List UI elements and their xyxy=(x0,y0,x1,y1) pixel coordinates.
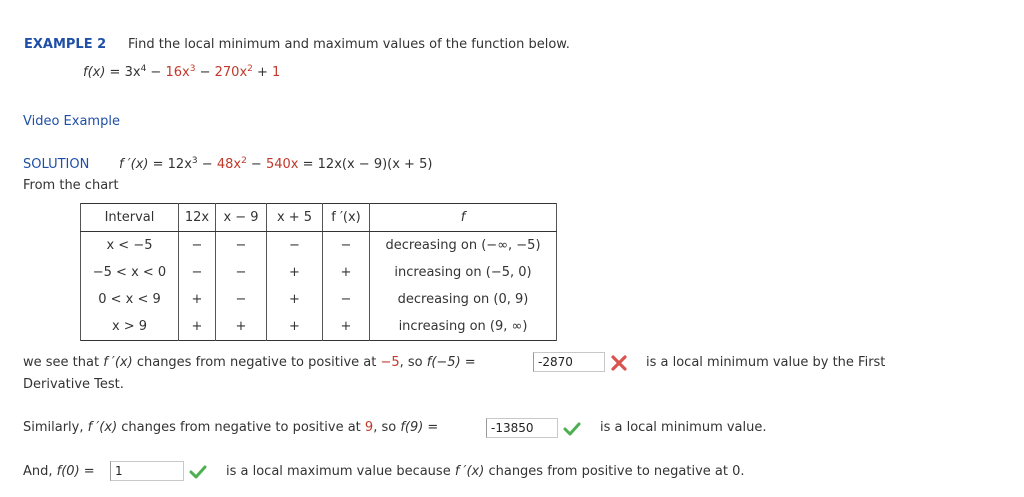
sign-cell: − xyxy=(323,232,370,260)
function-term-1: $3x^4$ xyxy=(124,64,147,80)
example-instruction: Find the local minimum and maximum values of the function below. xyxy=(128,37,570,52)
function-plus: + xyxy=(252,65,273,80)
derivative-factored: 12x(x − 9)(x + 5) xyxy=(317,157,433,172)
sign-cell: + xyxy=(323,313,370,341)
incorrect-x-icon xyxy=(610,354,628,372)
derivative-expression xyxy=(119,157,432,172)
behavior-cell: increasing on (9, ∞) xyxy=(370,313,557,341)
derivative-lhs: f ′(x) = xyxy=(119,157,168,172)
table-row xyxy=(81,313,557,341)
video-example-link[interactable]: Video Example xyxy=(23,114,120,129)
function-term-2: $16x^3$ xyxy=(165,64,196,80)
sign-cell: − xyxy=(216,232,267,260)
statement-1-post: is a local minimum value by the First xyxy=(646,355,886,370)
correct-check-icon xyxy=(189,463,207,481)
header-interval: Interval xyxy=(81,204,179,232)
correct-check-icon xyxy=(563,420,581,438)
sign-cell: + xyxy=(267,286,323,313)
behavior-cell: decreasing on (−∞, −5) xyxy=(370,232,557,260)
derivative-term-2: $48x^2$ xyxy=(216,156,247,172)
table-row xyxy=(81,259,557,286)
function-lhs: f(x) = xyxy=(83,65,121,80)
sign-cell: + xyxy=(267,313,323,341)
derivative-minus-2: − xyxy=(246,157,266,172)
table-row xyxy=(81,286,557,313)
behavior-cell: decreasing on (0, 9) xyxy=(370,286,557,313)
sign-cell: − xyxy=(179,259,216,286)
statement-3-post: is a local maximum value because f ′(x) changes from positive to negative at 0. xyxy=(226,464,745,479)
statement-2: Similarly, f ′(x) changes from negative to positive at 9, so f(9) = xyxy=(23,420,439,435)
sign-cell: + xyxy=(179,286,216,313)
table-row xyxy=(81,232,557,260)
row-interval: x > 9 xyxy=(81,313,179,341)
function-minus-1: − xyxy=(146,65,166,80)
derivative-equals: = xyxy=(298,157,318,172)
statement-1: we see that f ′(x) changes from negative to positive at −5, so f(−5) = xyxy=(23,355,476,370)
header-f: f xyxy=(370,204,557,232)
statement-2-post: is a local minimum value. xyxy=(600,420,767,435)
header-x-minus-9: x − 9 xyxy=(216,204,267,232)
example-label: EXAMPLE 2 xyxy=(24,37,107,52)
answer-field-f-0[interactable]: 1 xyxy=(110,461,184,481)
row-interval: 0 < x < 9 xyxy=(81,286,179,313)
behavior-cell: increasing on (−5, 0) xyxy=(370,259,557,286)
answer-field-f-9[interactable]: -13850 xyxy=(486,418,558,438)
function-expression xyxy=(83,65,280,80)
header-fprime: f ′(x) xyxy=(323,204,370,232)
sign-chart-table xyxy=(80,203,557,341)
function-minus-2: − xyxy=(195,65,215,80)
derivative-term-3: 540x xyxy=(265,157,299,172)
sign-cell: − xyxy=(323,286,370,313)
sign-cell: + xyxy=(323,259,370,286)
from-chart-text: From the chart xyxy=(23,178,119,193)
derivative-minus-1: − xyxy=(197,157,217,172)
header-x-plus-5: x + 5 xyxy=(267,204,323,232)
sign-cell: − xyxy=(216,259,267,286)
statement-3: And, f(0) = xyxy=(23,464,95,479)
function-term-4: 1 xyxy=(272,65,281,80)
header-12x: 12x xyxy=(179,204,216,232)
sign-cell: + xyxy=(267,259,323,286)
sign-cell: − xyxy=(216,286,267,313)
answer-field-f-minus-5[interactable]: -2870 xyxy=(533,352,605,372)
solution-label: SOLUTION xyxy=(23,157,90,172)
derivative-term-1: $12x^3$ xyxy=(167,156,198,172)
sign-cell: − xyxy=(267,232,323,260)
function-term-3: $270x^2$ xyxy=(214,64,253,80)
sign-cell: + xyxy=(216,313,267,341)
row-interval: x < −5 xyxy=(81,232,179,260)
sign-chart-header-row xyxy=(81,204,557,232)
row-interval: −5 < x < 0 xyxy=(81,259,179,286)
statement-1-cont: Derivative Test. xyxy=(23,377,124,392)
sign-cell: − xyxy=(179,232,216,260)
sign-cell: + xyxy=(179,313,216,341)
